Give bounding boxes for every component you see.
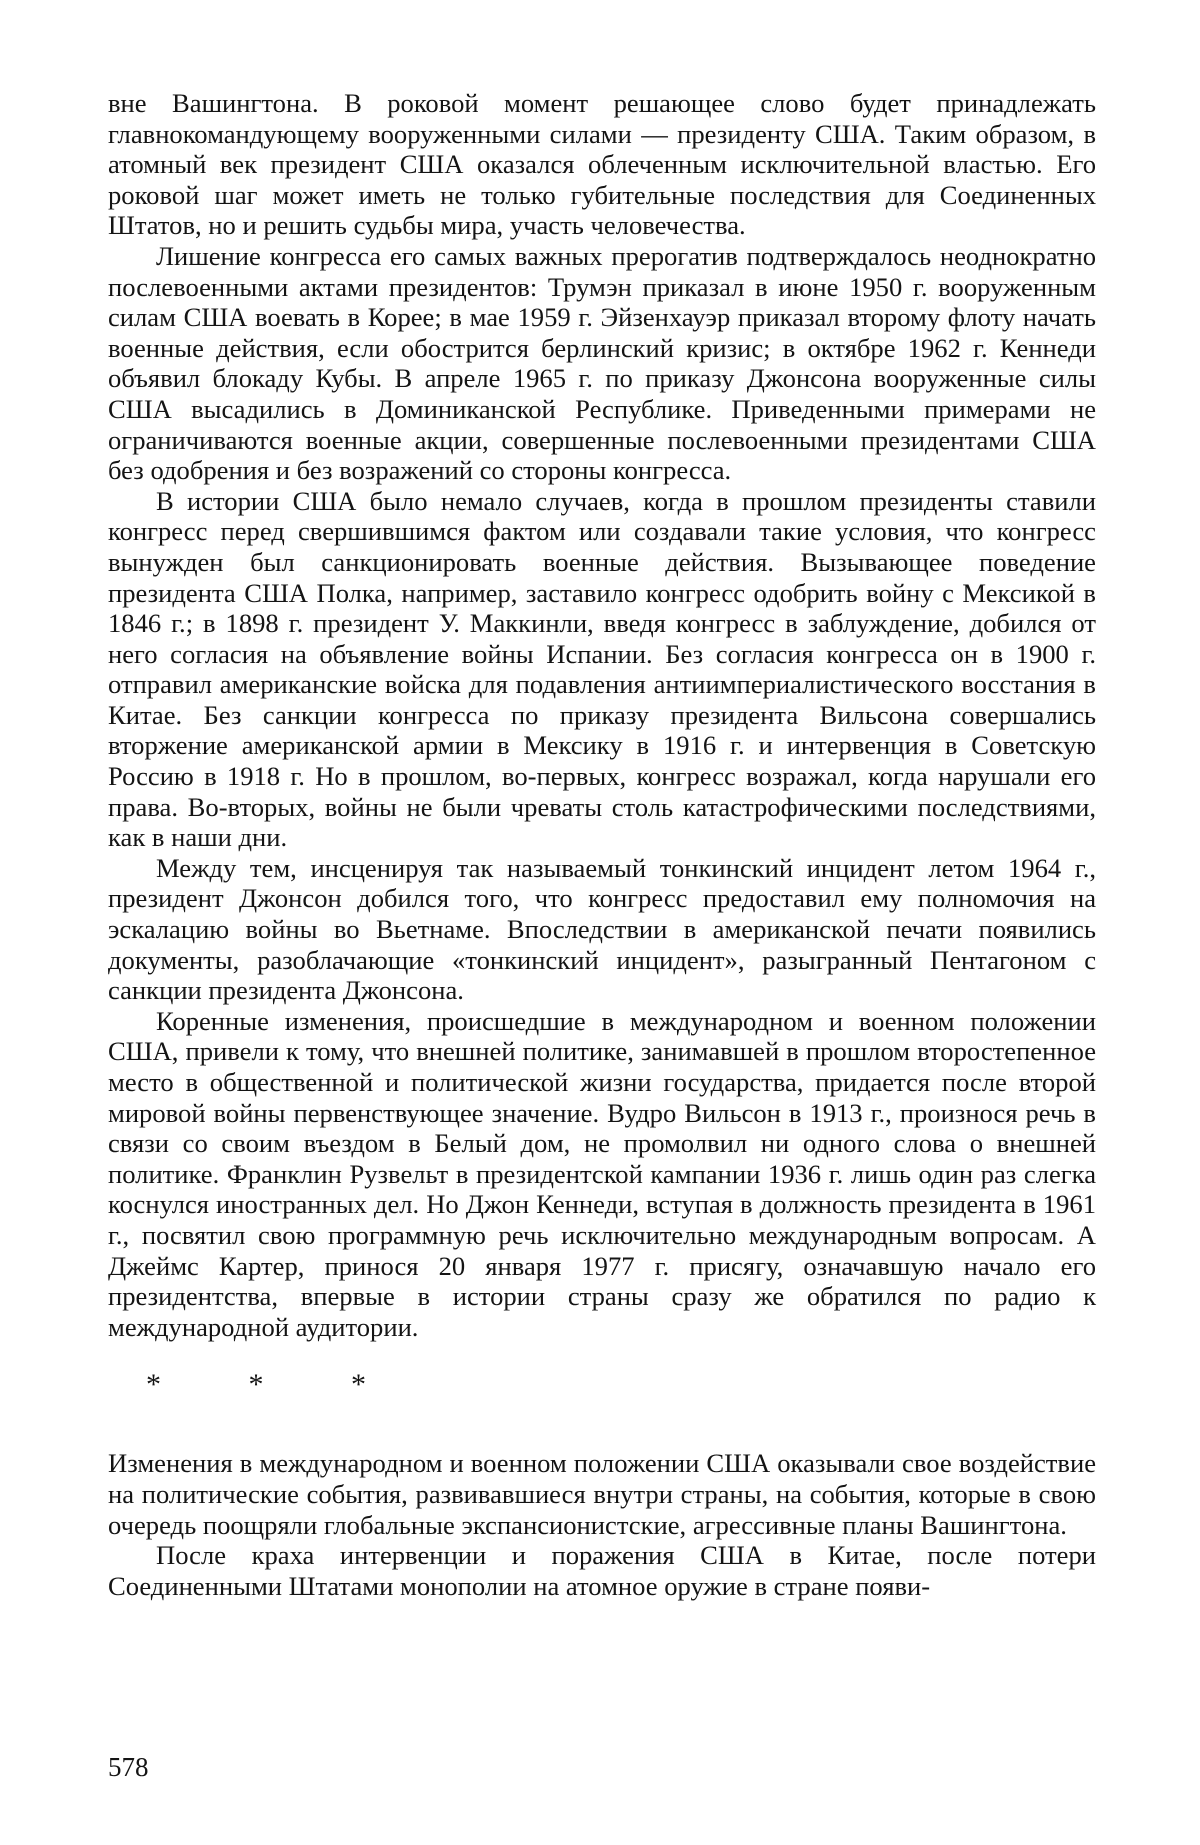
section-separator: * * * xyxy=(146,1368,406,1402)
paragraph-4: Между тем, инсценируя так называемый тонкинский инцидент летом 1964 г., президент Джонсон добился того, что конгресс предоставил ему полномочия на эскалацию войны во Вьетнаме. Впоследствии в американской печати появились документы, разоблачающие «тонкинский инцидент», разыгранный Пентагоном с санкции президента Джонсона. xyxy=(108,852,1096,1006)
paragraph-6: Изменения в международном и военном положении США оказывали свое воздействие на политические события, развивавшиеся внутри страны, на события, которые в свою очередь поощряли глобальные экспансионистские, агрессивные планы Вашингтона. xyxy=(108,1448,1096,1540)
paragraph-5: Коренные изменения, происшедшие в международном и военном положении США, привели к тому, что внешней политике, занимавшей в прошлом второстепенное место в общественной и политической жизни государства, придается после второй мировой войны первенствующее значение. Вудро Вильсон в 1913 г., произнося речь в связи со своим въездом в Белый дом, не промолвил ни одного слова о внешней политике. Франклин Рузвельт в президентской кампании 1936 г. лишь один раз слегка коснулся иностранных дел. Но Джон Кеннеди, вступая в должность президента в 1961 г., посвятил свою программную речь исключительно международным вопросам. А Джеймс Картер, принося 20 января 1977 г. присягу, означавшую начало его президентства, впервые в истории страны сразу же обратился по радио к международной аудитории. xyxy=(108,1005,1096,1342)
page-number: 578 xyxy=(108,1752,149,1782)
paragraph-1: вне Вашингтона. В роковой момент решающее слово будет принадлежать главнокомандующему вооруженными силами — президенту США. Таким образом, в атомный век президент США оказался облеченным исключительной властью. Его роковой шаг может иметь не только губительные последствия для Соединенных Штатов, но и решить судьбы мира, участь человечества. xyxy=(108,88,1096,241)
page-text xyxy=(108,88,1096,1601)
paragraph-7: После краха интервенции и поражения США в Китае, после потери Соединенными Штатами монополии на атомное оружие в стране появи- xyxy=(108,1540,1096,1601)
paragraph-2: Лишение конгресса его самых важных прерогатив подтверждалось неоднократно послевоенными актами президентов: Трумэн приказал в июне 1950 г. вооруженным силам США воевать в Корее; в мае 1959 г. Эйзенхауэр приказал второму флоту начать военные действия, если обострится берлинский кризис; в октябре 1962 г. Кеннеди объявил блокаду Кубы. В апреле 1965 г. по приказу Джонсона вооруженные силы США высадились в Доминиканской Республике. Приведенными примерами не ограничиваются военные акции, совершенные послевоенными президентами США без одобрения и без возражений со стороны конгресса. xyxy=(108,240,1096,486)
paragraph-3: В истории США было немало случаев, когда в прошлом президенты ставили конгресс перед свершившимся фактом или создавали такие условия, что конгресс вынужден был санкционировать военные действия. Вызывающее поведение президента США Полка, например, заставило конгресс одобрить войну с Мексикой в 1846 г.; в 1898 г. президент У. Маккинли, введя конгресс в заблуждение, добился от него согласия на объявление войны Испании. Без согласия конгресса он в 1900 г. отправил американские войска для подавления антиимпериалистического восстания в Китае. Без санкции конгресса по приказу президента Вильсона совершались вторжение американской армии в Мексику в 1916 г. и интервенция в Советскую Россию в 1918 г. Но в прошлом, во-первых, конгресс возражал, когда нарушали его права. Во-вторых, войны не были чреваты столь катастрофическими последствиями, как в наши дни. xyxy=(108,485,1096,853)
